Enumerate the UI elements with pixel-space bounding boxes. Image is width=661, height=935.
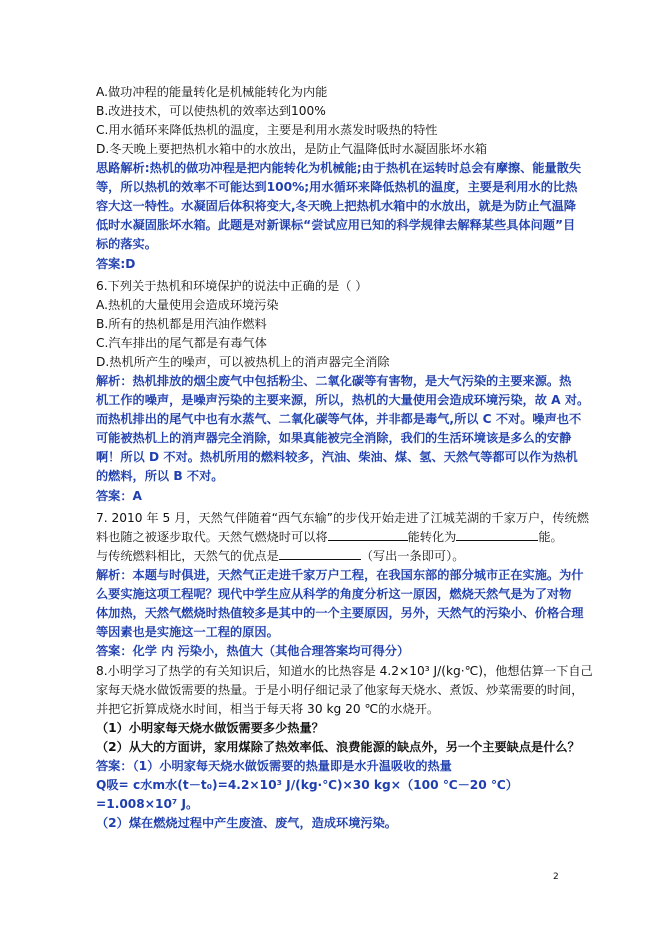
analysis-line: 而热机排出的尾气中也有水蒸气、二氧化碳等气体，并非都是毒气,所以 C 不对。噪声也不 (96, 412, 582, 426)
question-8-stem: 家每天烧水做饭需要的热量。于是小明仔细记录了他家每天烧水、煮饭、炒菜需要的时间， (96, 683, 584, 697)
analysis-line: 体加热，天然气燃烧时热值较多是其中的一个主要原因，另外，天然气的污染小、价格合理 (96, 606, 584, 620)
answer-line: （2）煤在燃烧过程中产生废渣、废气，造成环境污染。 (96, 816, 397, 830)
question-7-text: 料也随之被逐步取代。天然气燃烧时可以将 (96, 530, 328, 544)
analysis-line: 低时水凝固胀坏水箱。此题是对新课标“尝试应用已知的科学规律去解释某些具体问题”目 (96, 218, 576, 232)
answer-line: 答案：化学 内 污染小，热值大（其他合理答案均可得分） (96, 644, 410, 658)
question-7-text: （写出一条即可）。 (360, 549, 465, 563)
question-6-option-d: D.热机所产生的噪声，可以被热机上的消声器完全消除 (96, 355, 390, 369)
option-d-text: D.冬天晚上要把热机水箱中的水放出，是防止气温降低时水凝固胀坏水箱 (96, 142, 488, 156)
question-7-stem: 7. 2010 年 5 月，天然气伴随着“西气东输”的步伐开始走进了江城芜湖的千家万户，传统燃 (96, 511, 589, 525)
question-6-option-b: B.所有的热机都是用汽油作燃料 (96, 317, 267, 331)
analysis-line: 思路解析:热机的做功冲程是把内能转化为机械能;由于热机在运转时总会有摩擦、能量散失 (96, 161, 582, 175)
question-8-stem: 并把它折算成烧水时间，相当于每天将 30 kg 20 ℃的水烧开。 (96, 702, 440, 716)
question-6-option-c: C.汽车排出的尾气都是有毒气体 (96, 336, 267, 350)
analysis-line: 标的落实。 (96, 237, 157, 251)
option-a-text: A.做功冲程的能量转化是机械能转化为内能 (96, 85, 328, 99)
answer-line: 答案：（1）小明家每天烧水做饭需要的热量即是水升温吸收的热量 (96, 759, 452, 773)
analysis-line: 解析：本题与时俱进，天然气正走进千家万户工程，在我国东部的部分城市正在实施。为什 (96, 568, 584, 582)
page-number: 2 (553, 872, 559, 882)
answer-line: 答案：A (96, 489, 142, 503)
analysis-line: 啊！所以 D 不对。热机所用的燃料较多，汽油、柴油、煤、氢、天然气等都可以作为热机 (96, 450, 578, 464)
formula-result: =1.008×10⁷ J。 (96, 797, 199, 811)
question-7-blank-line (96, 529, 576, 545)
question-8-stem: 8.小明学习了热学的有关知识后，知道水的比热容是 4.2×10³ J/(kg·℃)，他想估算一下自己 (96, 664, 593, 678)
answer-line: 答案:D (96, 257, 136, 271)
option-c-text: C.用水循环来降低热机的温度，主要是利用水蒸发时吸热的特性 (96, 123, 438, 137)
fill-blank (328, 529, 408, 541)
question-7-text: 能转化为 (407, 530, 457, 544)
fill-blank (279, 548, 361, 560)
question-8-part-1: （1）小明家每天烧水做饭需要多少热量？ (96, 721, 324, 735)
question-6-stem: 6.下列关于热机和环境保护的说法中正确的是（ ） (96, 279, 368, 293)
formula-line: Q吸= c水m水(t－t₀)=4.2×10³ J/(kg·℃)×30 kg×（100 ℃－20 ℃） (96, 778, 518, 792)
analysis-line: 解析：热机排放的烟尘废气中包括粉尘、二氧化碳等有害物，是大气污染的主要来源。热 (96, 374, 572, 388)
question-7-blank-line (96, 548, 576, 564)
analysis-line: 可能被热机上的消声器完全消除，如果真能被完全消除，我们的生活环境该是多么的安静 (96, 431, 572, 445)
question-7-text: 与传统燃料相比，天然气的优点是 (96, 549, 279, 563)
analysis-line: 的燃料，所以 B 不对。 (96, 469, 224, 483)
analysis-line: 等因素也是实施这一工程的原因。 (96, 625, 279, 639)
fill-blank (456, 529, 538, 541)
analysis-line: 等，所以热机的效率不可能达到100%;用水循环来降低热机的温度，主要是利用水的比热 (96, 180, 578, 194)
analysis-line: 容大这一特性。水凝固后体积将变大,冬天晚上把热机水箱中的水放出，就是为防止气温降 (96, 199, 576, 213)
question-7-text: 能。 (538, 530, 563, 544)
analysis-line: 机工作的噪声，是噪声污染的主要来源，所以，热机的大量使用会造成环境污染，故 A 对。 (96, 393, 590, 407)
question-8-part-2: （2）从大的方面讲，家用煤除了热效率低、浪费能源的缺点外，另一个主要缺点是什么？ (96, 740, 580, 754)
option-b-text: B.改进技术，可以使热机的效率达到100% (96, 104, 326, 118)
question-6-option-a: A.热机的大量使用会造成环境污染 (96, 298, 279, 312)
analysis-line: 么要实施这项工程呢？现代中学生应从科学的角度分析这一原因，燃烧天然气是为了对物 (96, 587, 572, 601)
